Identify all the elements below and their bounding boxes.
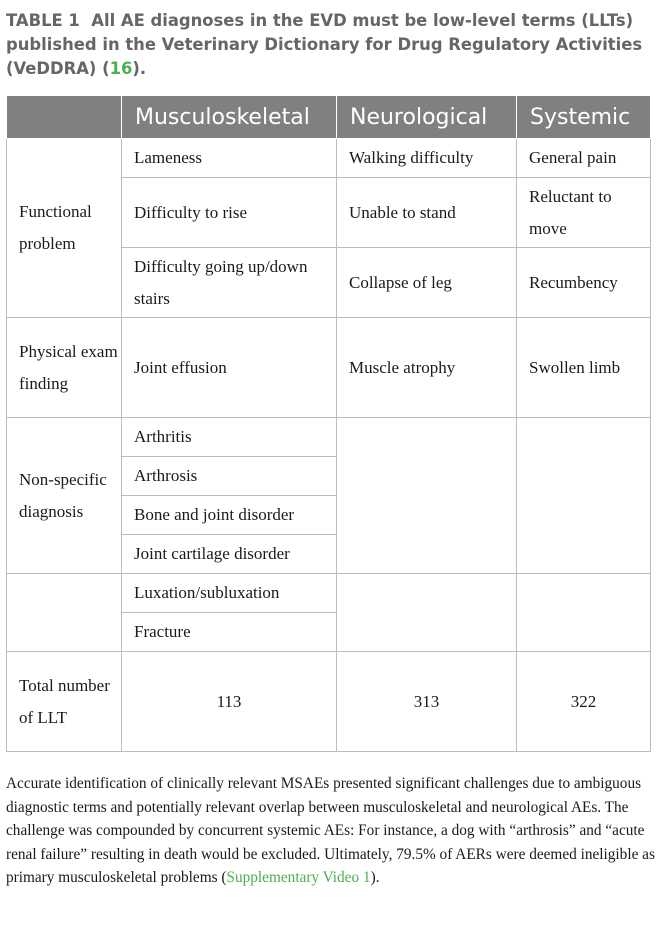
table-cell: Joint cartilage disorder: [122, 535, 337, 574]
table-cell: Reluctant to move: [517, 178, 651, 248]
table-cell: Fracture: [122, 613, 337, 652]
table-cell: Walking difficulty: [337, 139, 517, 178]
header-systemic: Systemic: [517, 96, 651, 139]
footnote-text: Accurate identification of clinically relevant MSAEs presented significant challenges due to ambiguous diagnostic terms and potentially relevant overlap between musculoskeletal and neurological AEs. The challenge was compounded by concurrent systemic AEs: For instance, a dog with “arthrosis” and “acute renal failure” resulting in death would be excluded. Ultimately, 79.5% of AERs were deemed ineligible as primary musculoskeletal problems (: [6, 775, 655, 886]
table-cell: Bone and joint disorder: [122, 496, 337, 535]
caption-text-end: ).: [132, 59, 147, 78]
table-cell: Recumbency: [517, 248, 651, 318]
table-cell: Unable to stand: [337, 178, 517, 248]
header-row: [7, 96, 651, 139]
caption-text: All AE diagnoses in the EVD must be low-level terms (LLTs) published in the Veterinary Dictionary for Drug Regulatory Activities (VeDDRA) (: [6, 11, 643, 78]
table-cell: Difficulty going up/down stairs: [122, 248, 337, 318]
header-blank-cell: [7, 96, 122, 139]
total-neurological: 313: [337, 652, 517, 752]
table-row: [7, 652, 651, 752]
table-row: [7, 418, 651, 457]
table-caption: [6, 9, 656, 81]
reference-link-16[interactable]: 16: [109, 59, 133, 78]
row-label-physical-exam-finding: Physical exam finding: [7, 318, 122, 418]
table-row: [7, 318, 651, 418]
row-label-functional-problem: Functional problem: [7, 139, 122, 318]
header-neurological: Neurological: [337, 96, 517, 139]
header-musculoskeletal: Musculoskeletal: [122, 96, 337, 139]
empty-cell: [337, 574, 517, 652]
total-systemic: 322: [517, 652, 651, 752]
table-cell: Arthrosis: [122, 457, 337, 496]
table-cell: Swollen limb: [517, 318, 651, 418]
footnote-end: ).: [370, 869, 380, 886]
total-musculoskeletal: 113: [122, 652, 337, 752]
table-cell: Arthritis: [122, 418, 337, 457]
empty-cell: [517, 418, 651, 574]
table-row: [7, 139, 651, 178]
empty-cell: [7, 574, 122, 652]
table-cell: Joint effusion: [122, 318, 337, 418]
table-cell: Collapse of leg: [337, 248, 517, 318]
table-row: [7, 574, 651, 613]
table-cell: Muscle atrophy: [337, 318, 517, 418]
supplementary-video-link[interactable]: Supplementary Video 1: [226, 869, 371, 886]
table-cell: Difficulty to rise: [122, 178, 337, 248]
row-label-total-number-of-llt: Total number of LLT: [7, 652, 122, 752]
row-label-non-specific-diagnosis: Non-specific diagnosis: [7, 418, 122, 574]
caption-label: TABLE 1: [6, 11, 80, 30]
empty-cell: [337, 418, 517, 574]
table-cell: Luxation/subluxation: [122, 574, 337, 613]
ae-terms-table: [6, 95, 651, 752]
table-footnote: [6, 772, 656, 890]
empty-cell: [517, 574, 651, 652]
table-cell: General pain: [517, 139, 651, 178]
table-cell: Lameness: [122, 139, 337, 178]
